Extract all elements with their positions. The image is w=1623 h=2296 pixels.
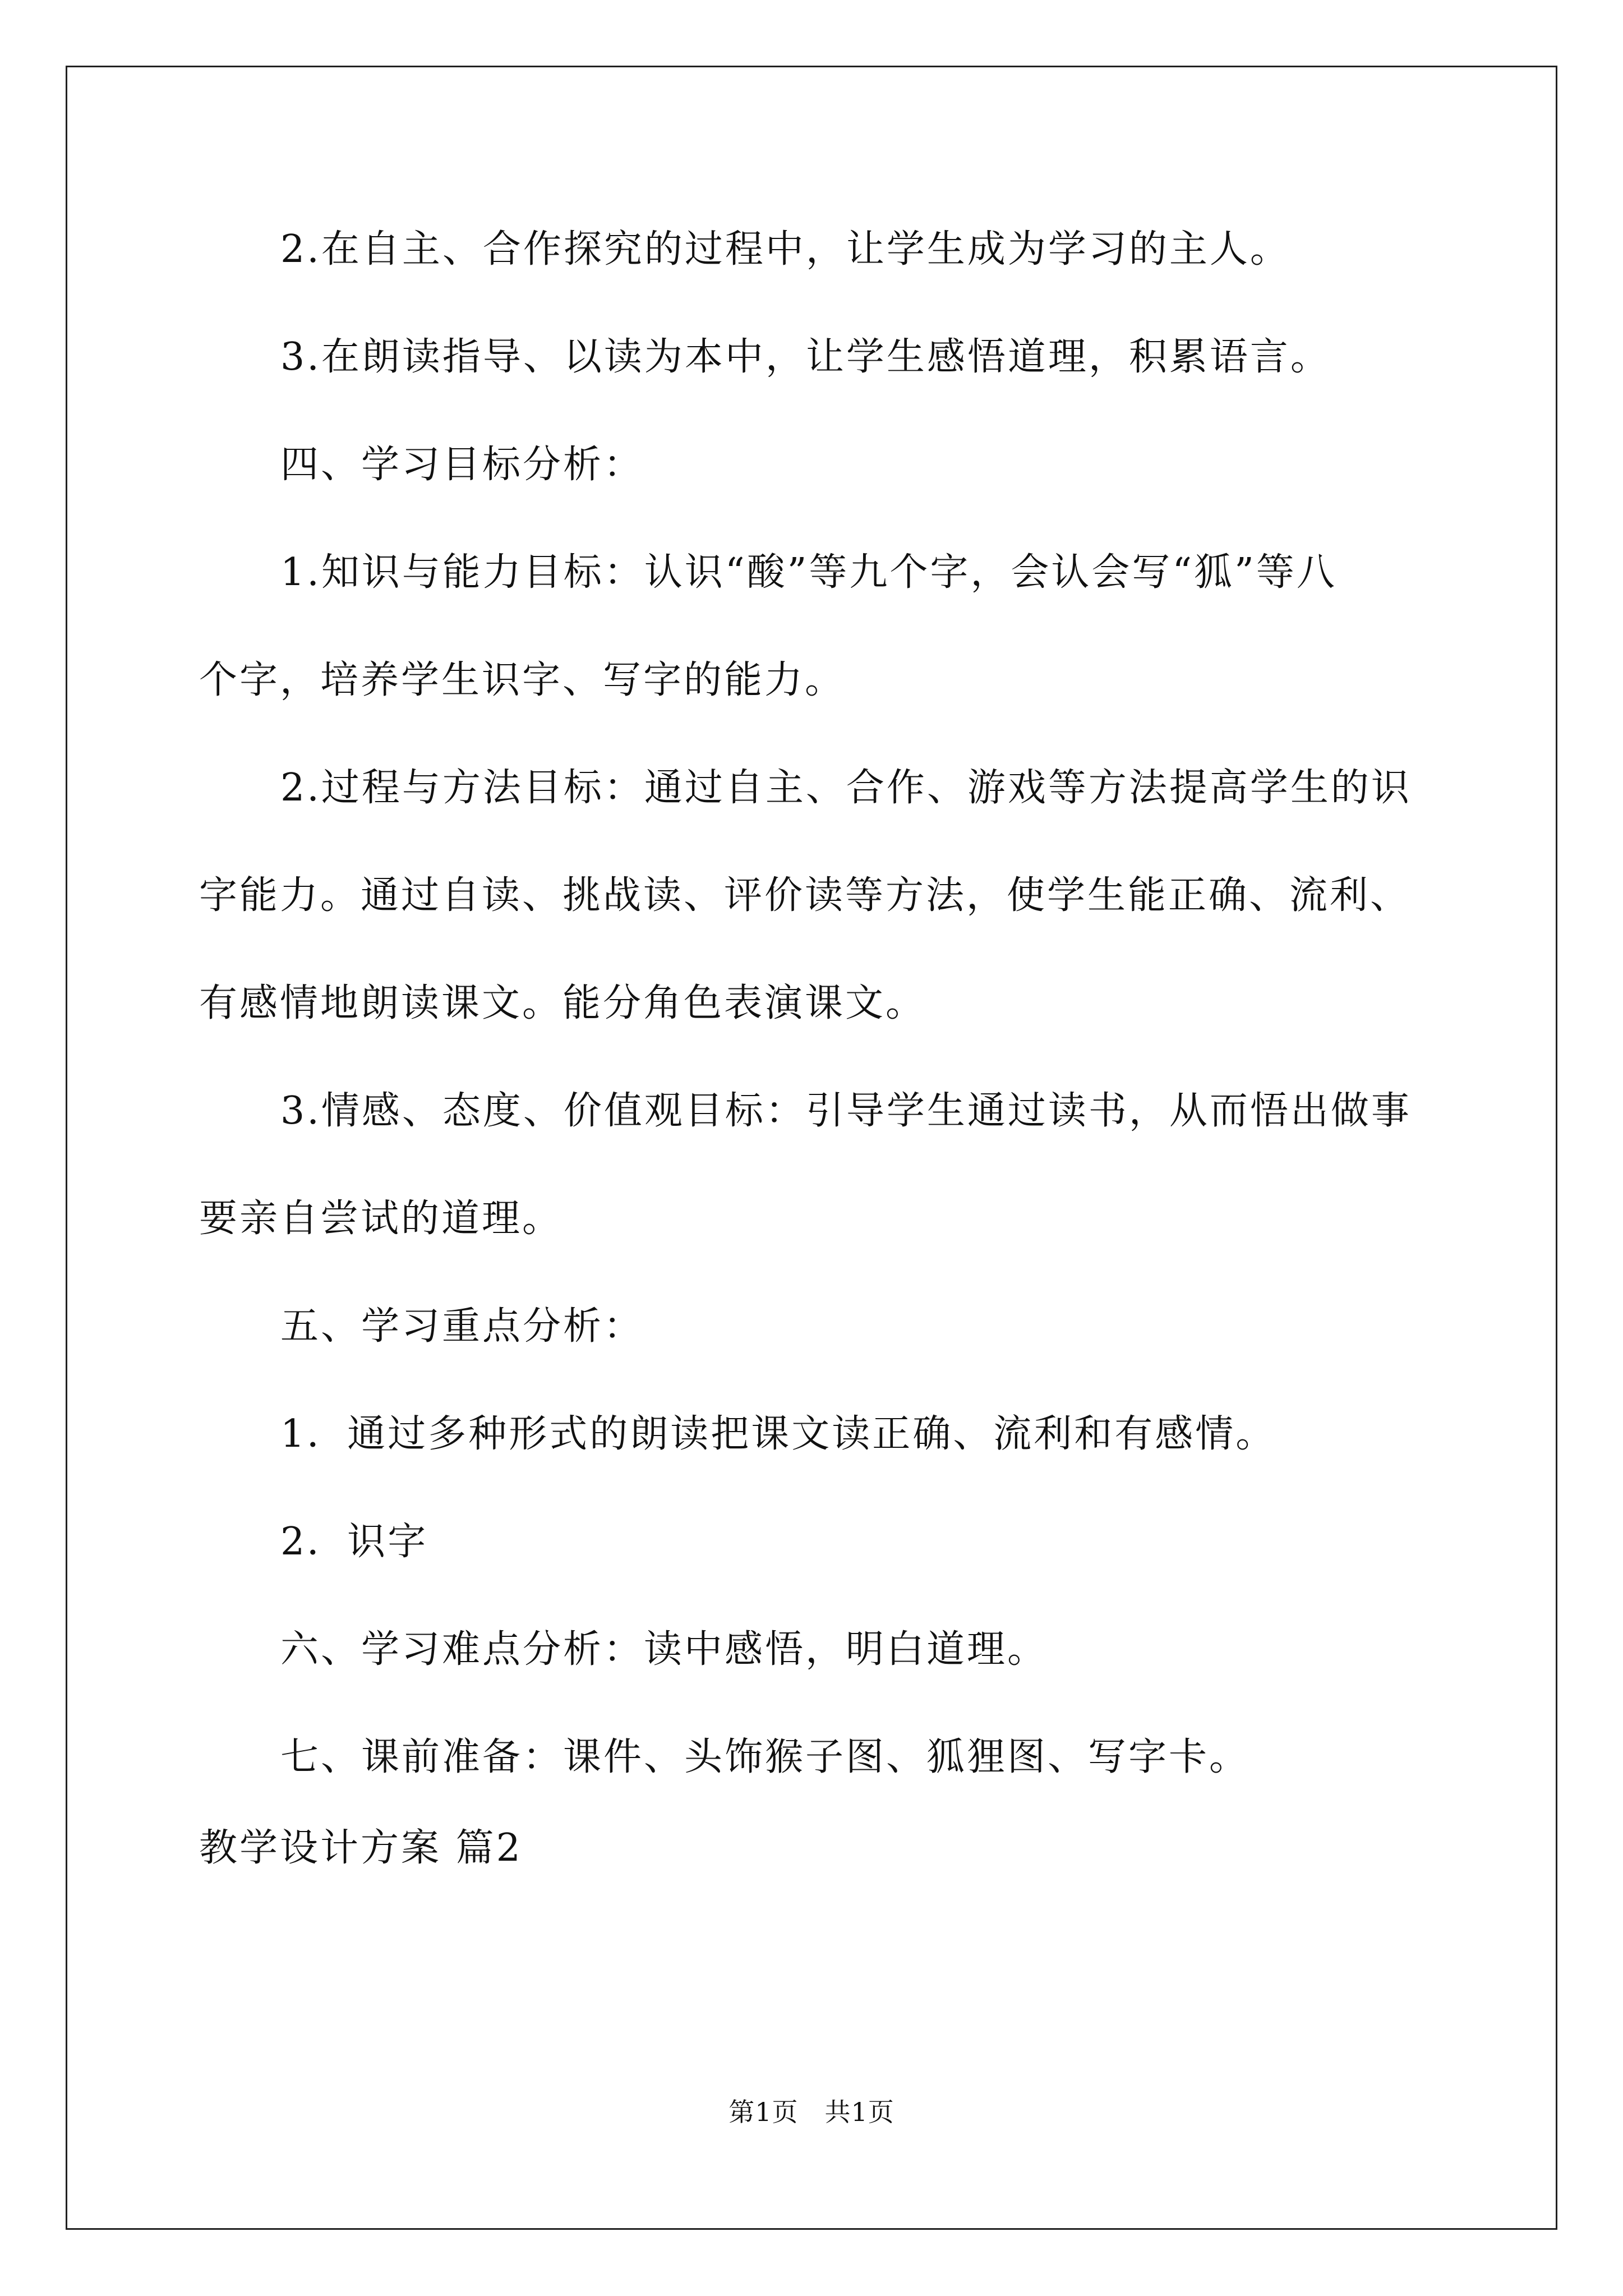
text-line-9: 要亲自尝试的道理。	[199, 1197, 563, 1241]
document-title: 教学设计方案 篇2	[199, 1826, 523, 1870]
text-line-7: 有感情地朗读课文。能分角色表演课文。	[199, 981, 926, 1025]
section-heading-4: 四、学习目标分析：	[280, 443, 644, 487]
text-line-3: 1.知识与能力目标：认识“酸”等九个字，会认会写“狐”等八	[280, 550, 1337, 595]
text-line-8: 3.情感、态度、价值观目标：引导学生通过读书，从而悟出做事	[280, 1089, 1412, 1133]
section-heading-6: 六、学习难点分析：读中感悟，明白道理。	[280, 1627, 1048, 1672]
text-line-2: 3.在朗读指导、以读为本中，让学生感悟道理，积累语言。	[280, 335, 1331, 379]
page-number-footer: 第1页 共1页	[728, 2097, 895, 2127]
text-line-6: 字能力。通过自读、挑战读、评价读等方法，使学生能正确、流利、	[199, 873, 1411, 918]
text-line-10: 1．通过多种形式的朗读把课文读正确、流利和有感情。	[280, 1412, 1276, 1456]
text-line-5: 2.过程与方法目标：通过自主、合作、游戏等方法提高学生的识	[280, 766, 1412, 810]
section-heading-7: 七、课前准备：课件、头饰猴子图、狐狸图、写字卡。	[280, 1735, 1250, 1779]
text-line-11: 2．识字	[280, 1520, 428, 1564]
text-line-4: 个字，培养学生识字、写字的能力。	[199, 658, 846, 702]
page-border	[66, 66, 1557, 2230]
text-line-1: 2.在自主、合作探究的过程中，让学生成为学习的主人。	[280, 227, 1290, 272]
section-heading-5: 五、学习重点分析：	[280, 1304, 644, 1349]
